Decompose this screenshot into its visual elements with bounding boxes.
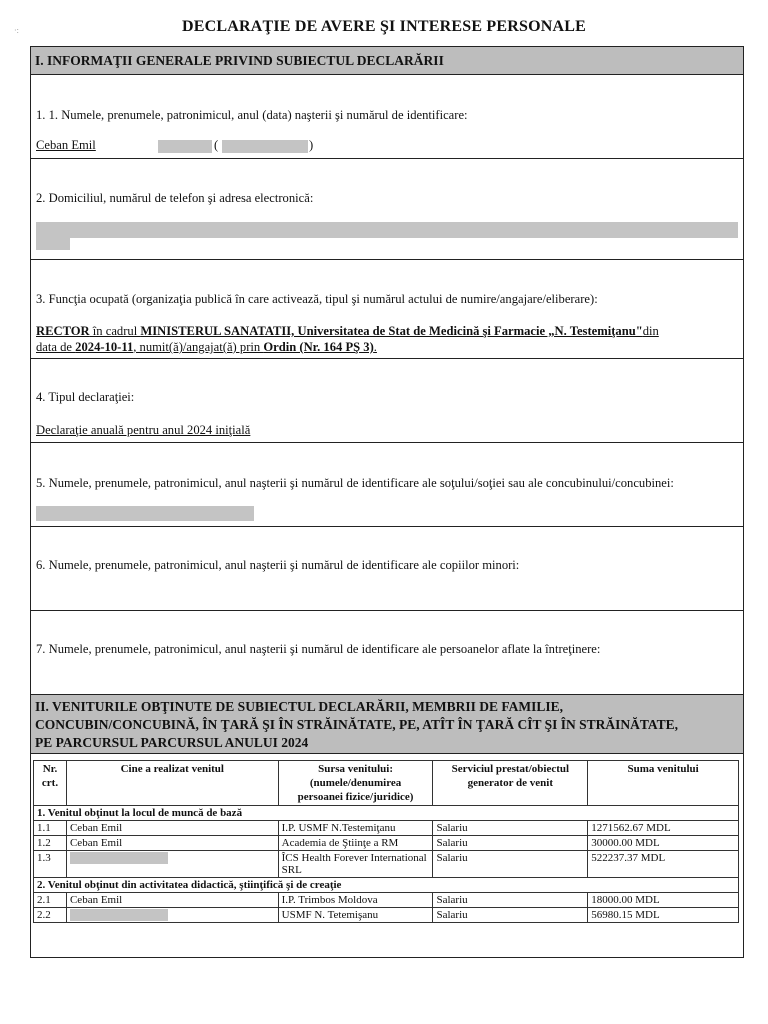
- redacted-address: [36, 222, 738, 238]
- answer-1-paren-close: ): [309, 138, 314, 152]
- table-row: 2.2 USMF N. Tetemişanu Salariu 56980.15 MDL: [34, 908, 739, 923]
- income-table: [33, 760, 739, 923]
- group-label-2: 2. Venitul obţinut din activitatea didactică, ştiinţifică şi de creaţie: [34, 878, 739, 893]
- answer-1-name: Ceban Emil: [36, 138, 96, 152]
- section1-heading: I. INFORMAŢII GENERALE PRIVIND SUBIECTUL DECLARĂRII: [31, 47, 743, 75]
- group-row-2: [34, 878, 739, 893]
- divider: [31, 610, 743, 611]
- answer-1-paren-open: (: [214, 138, 219, 152]
- question-2: 2. Domiciliul, numărul de telefon şi adresa electronică:: [36, 191, 314, 205]
- table-row: 1.3 ÎCS Health Forever International SRL Salariu 522237.37 MDL: [34, 851, 739, 878]
- header-source: Sursa venitului: (numele/denumirea persoanei fizice/juridice): [278, 761, 433, 806]
- redacted-cell: [66, 908, 278, 923]
- group-label-1: 1. Venitul obţinut la locul de muncă de bază: [34, 806, 739, 821]
- table-row: 1.2 Ceban Emil Academia de Ştiinţe a RM Salariu 30000.00 MDL: [34, 836, 739, 851]
- document-title: DECLARAŢIE DE AVERE ŞI INTERESE PERSONALE: [181, 18, 587, 35]
- question-7: 7. Numele, prenumele, patronimicul, anul naşterii şi numărul de identificare ale persoanelor aflate la întreţinere:: [36, 642, 601, 656]
- header-who: Cine a realizat venitul: [66, 761, 278, 806]
- redacted-spouse: [36, 506, 254, 521]
- answer-3-organization: MINISTERUL SANATATII, Universitatea de Stat de Medicină şi Farmacie „N. Testemiţanu": [140, 324, 643, 338]
- answer-3-date: 2024-10-11: [75, 340, 134, 354]
- question-5: 5. Numele, prenumele, patronimicul, anul naşterii şi numărul de identificare ale soţului/soţiei sau ale concubinului/concubinei:: [36, 476, 674, 490]
- divider: [31, 259, 743, 260]
- question-3: 3. Funcţia ocupată (organizaţia publică în care activează, tipul şi numărul actului de numire/angajare/eliberare):: [36, 292, 598, 306]
- redacted-cell: [66, 851, 278, 878]
- income-table-header: [34, 761, 739, 806]
- answer-3-act: Ordin (Nr. 164 PŞ 3): [263, 340, 374, 354]
- question-4: 4. Tipul declaraţiei:: [36, 390, 135, 404]
- divider: [31, 442, 743, 443]
- question-1: 1. 1. Numele, prenumele, patronimicul, anul (data) naşterii şi numărul de identificare:: [36, 108, 468, 122]
- header-nr: Nr. crt.: [34, 761, 67, 806]
- section2-heading: [31, 694, 743, 754]
- section2-heading-line1: II. VENITURILE OBŢINUTE DE SUBIECTUL DECLARĂRII, MEMBRII DE FAMILIE,: [35, 699, 563, 714]
- scan-corner-mark: ·:: [14, 26, 19, 35]
- redacted-idnp: [222, 140, 308, 153]
- question-6: 6. Numele, prenumele, patronimicul, anul naşterii şi numărul de identificare ale copiilor minori:: [36, 558, 520, 572]
- answer-3-role: RECTOR: [36, 324, 90, 338]
- divider: [31, 526, 743, 527]
- redacted-birthdate: [158, 140, 212, 153]
- divider: [31, 358, 743, 359]
- group-row-1: [34, 806, 739, 821]
- section2-heading-line2: CONCUBIN/CONCUBINĂ, ÎN ŢARĂ ŞI ÎN STRĂINĂTATE, PE, ATÎT ÎN ŢARĂ CÎT ŞI ÎN STRĂINĂTATE,: [35, 717, 679, 732]
- answer-4: Declaraţie anuală pentru anul 2024 iniţială: [36, 423, 251, 437]
- answer-3-line2: data de 2024-10-11, numit(ă)/angajat(ă) prin Ordin (Nr. 164 PŞ 3).: [36, 340, 377, 354]
- header-service: Serviciul prestat/obiectul generator de venit: [433, 761, 588, 806]
- header-sum: Suma venitului: [588, 761, 739, 806]
- answer-3-line1: RECTOR în cadrul MINISTERUL SANATATII, Universitatea de Stat de Medicină şi Farmacie „N. Testemiţanu"din: [36, 324, 659, 338]
- section2-heading-line3: PE PARCURSUL PARCURSUL ANULUI 2024: [35, 735, 309, 750]
- divider: [31, 158, 743, 159]
- redacted-address-tail: [36, 236, 70, 250]
- table-row: 2.1 Ceban Emil I.P. Trimbos Moldova Salariu 18000.00 MDL: [34, 893, 739, 908]
- table-row: 1.1 Ceban Emil I.P. USMF N.Testemiţanu Salariu 1271562.67 MDL: [34, 821, 739, 836]
